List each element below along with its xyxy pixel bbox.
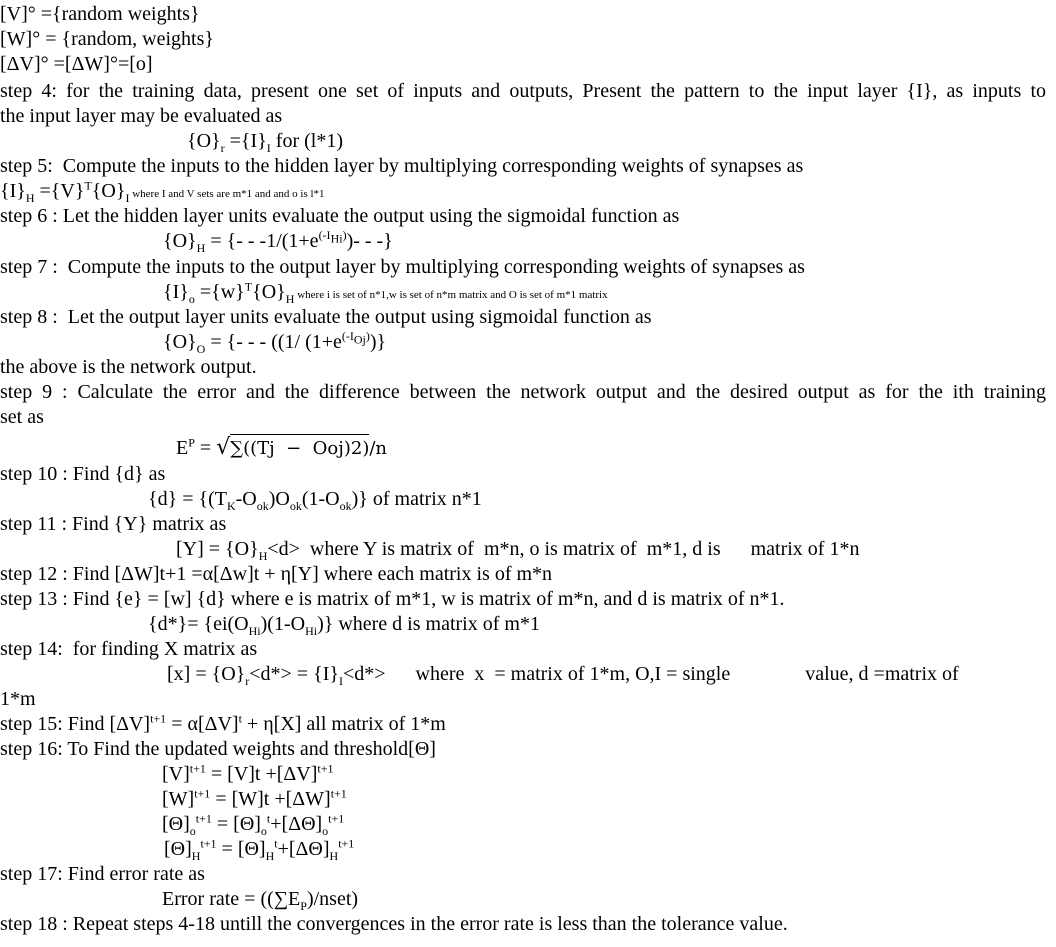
step-6-formula: $\{O\}_H$ = {- - $-1/(1+e^{(-I_{Hi})})-$ - -}: [163, 228, 393, 255]
step-4-text: step 4: for the training data, present one set of inputs and outputs, Present the pattern to the input layer {I}, as inputs to: [0, 80, 1046, 102]
step-11-text: step 11 : Find {Y} matrix as: [0, 513, 227, 535]
step-16-text: step 16: To Find the updated weights and threshold[Θ]: [0, 738, 436, 760]
step-7-text: step 7 : Compute the inputs to the output layer by multiplying corresponding weights of synapses as: [0, 256, 805, 278]
step-5-text: step 5: Compute the inputs to the hidden layer by multiplying corresponding weights of synapses as: [0, 155, 804, 177]
step-4-text-cont: the input layer may be evaluated as: [0, 105, 283, 127]
step-14-text: step 14: for finding X matrix as: [0, 638, 258, 660]
step-10-text: step 10 : Find {d} as: [0, 463, 166, 485]
init-w-line: [W]° = {random, weights}: [0, 28, 214, 50]
error-formula: $E^P = √\sum((Tj - Ooj)2)/n$: [176, 435, 388, 460]
error-rate-formula: Error rate = $((\sum E_P)/nset)$: [162, 888, 359, 913]
step-15-text: step 15: Find $[\Delta V]^{t+1} = \alpha[\Delta V]^t + \eta[X]$ all matrix of 1*m: [0, 711, 446, 735]
step-18-text: step 18 : Repeat steps 4-18 untill the convergences in the error rate is less than the tolerance value.: [0, 913, 788, 935]
init-delta-line: [ΔV]° =[ΔW]°=[o]: [0, 53, 153, 75]
network-output-note: the above is the network output.: [0, 356, 257, 378]
step-13-formula: $\{d*\}= \{ei(O_{Hi})(1-O_{Hi})\}$ where d is matrix of m*1: [148, 613, 540, 638]
step-5-formula: $\{I\}_H =\{V\}^T\{O\}_I$ where I and V sets are m*1 and and o is l*1: [0, 178, 325, 205]
step-9-text: step 9 : Calculate the error and the difference between the network output and the desired output as for the ith training: [0, 381, 1046, 403]
step-10-formula: $\{d\} = \{(T_K-O_{ok})O_{ok}(1-O_{ok})\}$ of matrix n*1: [148, 488, 482, 513]
step-7-formula: $\{I\}_o =\{w\}^T\{O\}_H$ where i is set of n*1,w is set of n*m matrix and O is set of m*1 matrix: [163, 279, 608, 306]
update-w-formula: $[W]^{t+1} = [W]t +[\Delta W]^{t+1}$: [162, 786, 347, 810]
init-v-line: [V]° ={random weights}: [0, 3, 200, 25]
step-8-text: step 8 : Let the output layer units evaluate the output using sigmoidal function as: [0, 306, 652, 328]
step-13-text: step 13 : Find {e} = [w] {d} where e is matrix of m*1, w is matrix of m*n, and d is matrix of n*1.: [0, 588, 785, 610]
step-17-text: step 17: Find error rate as: [0, 863, 205, 885]
step-6-text: step 6 : Let the hidden layer units evaluate the output using the sigmoidal function as: [0, 205, 680, 227]
update-v-formula: $[V]^{t+1} = [V]t +[\Delta V]^{t+1}$: [162, 761, 334, 785]
step-14-text-cont: 1*m: [0, 688, 36, 710]
update-theta-h-formula: $[\Theta]_H^{t+1} = [\Theta]_H^t+[\Delta\Theta]_H^{t+1}$: [164, 836, 355, 863]
step-12-text: step 12 : Find [ΔW]t+1 =α[Δw]t + η[Y] where each matrix is of m*n: [0, 563, 553, 585]
step-8-formula: $\{O\}_O$ = {- - - ((1/ $(1+e^{(-I_{Oj})})$}: [163, 329, 387, 356]
step-11-formula: $[Y] = \{O\}_H<d>$ where Y is matrix of m*n, o is matrix of m*1, d is matrix of 1*n: [176, 538, 860, 563]
step-9-text-cont: set as: [0, 406, 44, 428]
step-4-formula: $\{O\}_r =\{I\}_I$ for (l*1): [187, 130, 343, 155]
step-14-formula: $[x] = \{O\}_r<d*> = \{I\}_I<d*>$ where x = matrix of 1*m, O,I = single value, d =matrix of: [167, 663, 959, 688]
update-theta-o-formula: $[\Theta]_o^{t+1} = [\Theta]_o^t+[\Delta\Theta]_o^{t+1}$: [162, 811, 345, 838]
